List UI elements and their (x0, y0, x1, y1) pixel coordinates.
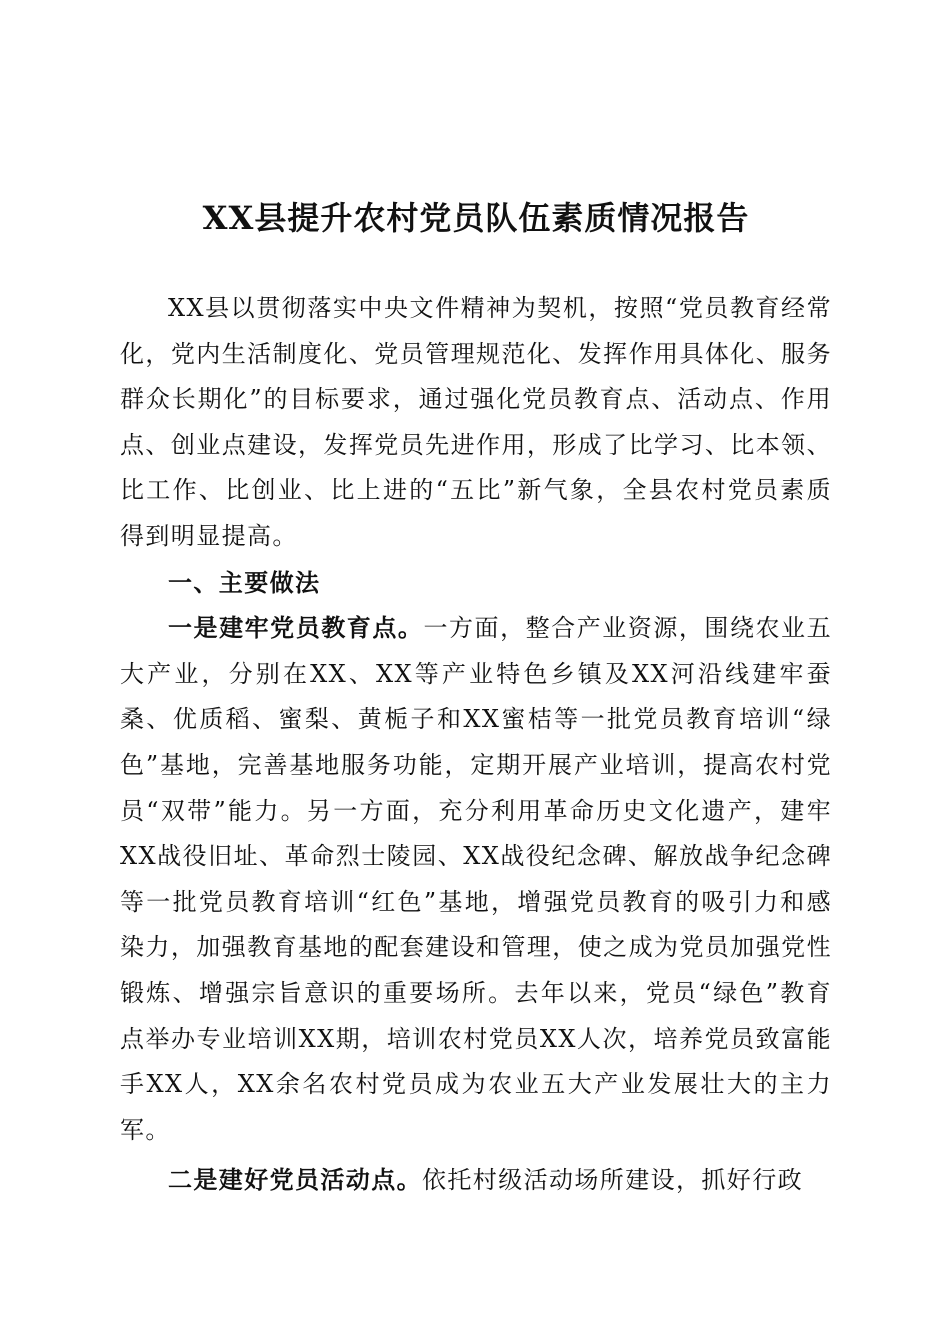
document-title: XX县提升农村党员队伍素质情况报告 (202, 199, 750, 237)
point-1-text: 一方面，整合产业资源，围绕农业五大产业，分别在XX、XX等产业特色乡镇及XX河沿线建牢蚕桑、优质稻、蜜梨、黄栀子和XX蜜桔等一批党员教育培训“绿色”基地，完善基地服务功能，定期开展产业培训，提高农村党员“双带”能力。另一方面，充分利用革命历史文化遗产，建牢XX战役旧址、革命烈士陵园、XX战役纪念碑、解放战争纪念碑等一批党员教育培训“红色”基地，增强党员教育的吸引力和感染力，加强教育基地的配套建设和管理，使之成为党员加强党性锻炼、增强宗旨意识的重要场所。去年以来，党员“绿色”教育点举办专业培训XX期，培训农村党员XX人次，培养党员致富能手XX人，XX余名农村党员成为农业五大产业发展壮大的主力军。 (120, 614, 832, 1144)
section-heading: 一、主要做法 (168, 567, 321, 597)
intro-paragraph: XX县以贯彻落实中央文件精神为契机，按照“党员教育经常化，党内生活制度化、党员管理规范化、发挥作用具体化、服务群众长期化”的目标要求，通过强化党员教育点、活动点、作用点、创业点建设，发挥党员先进作用，形成了比学习、比本领、比工作、比创业、比上进的“五比”新气象，全县农村党员素质得到明显提高。 (120, 294, 832, 550)
point-2-paragraph (120, 1157, 832, 1204)
document-body (120, 286, 832, 1204)
point-1-paragraph (120, 605, 832, 1153)
point-2-text: 依托村级活动场所建设，抓好行政 (422, 1166, 803, 1195)
document-page (120, 0, 832, 1344)
point-2-lead: 二是建好党员活动点。 (168, 1165, 422, 1195)
point-1-lead: 一是建牢党员教育点。 (168, 613, 424, 643)
